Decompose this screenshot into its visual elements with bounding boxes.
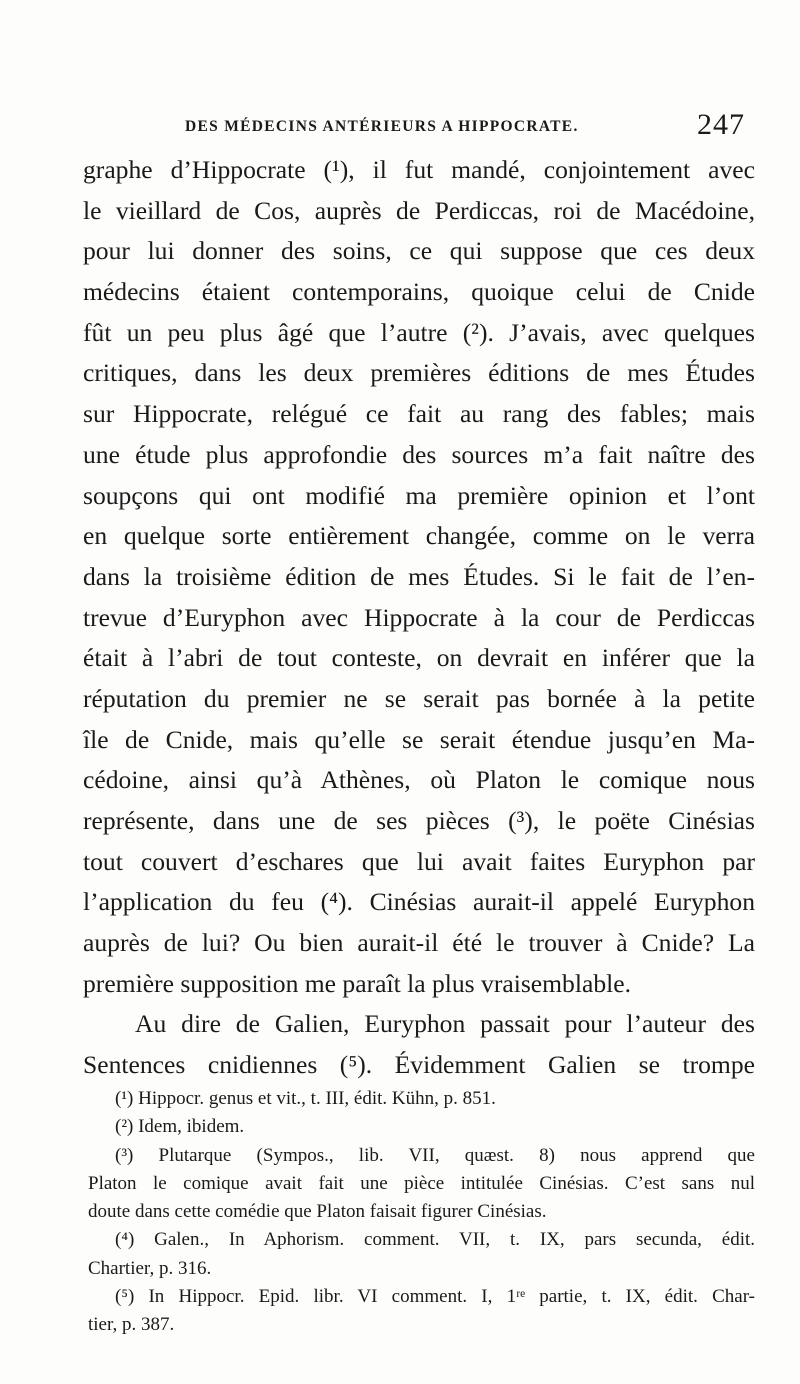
text-line: représente, dans une de ses pièces (³), le poëte Cinésias (83, 806, 755, 835)
text-line: Au dire de Galien, Euryphon passait pour l’auteur des (135, 1009, 755, 1039)
footnote-line: Chartier, p. 316. (88, 1257, 212, 1279)
text-line: médecins étaient contemporains, quoique celui de Cnide (83, 277, 755, 307)
running-head: DES MÉDECINS ANTÉRIEURS A HIPPOCRATE. (185, 118, 579, 135)
text-line: trevue d’Euryphon avec Hippocrate à la cour de Perdiccas (83, 602, 755, 632)
footnote-line: (⁵) In Hippocr. Epid. libr. VI comment. I, 1ʳᵉ partie, t. IX, édit. Char- (115, 1286, 755, 1308)
text-line: critiques, dans les deux premières éditions de mes Études (83, 358, 755, 388)
text-line: le vieillard de Cos, auprès de Perdiccas, roi de Macédoine, (83, 195, 755, 225)
text-line: réputation du premier ne se serait pas bornée à la petite (83, 683, 755, 713)
footnote-line: Platon le comique avait fait une pièce intitulée Cinésias. C’est sans nul (88, 1172, 755, 1194)
text-line: pour lui donner des soins, ce qui suppose que ces deux (83, 236, 755, 266)
text-line: soupçons qui ont modifié ma première opinion et l’ont (83, 480, 755, 510)
text-line: une étude plus approfondie des sources m’a fait naître des (83, 439, 755, 469)
text-line: en quelque sorte entièrement changée, comme on le verra (83, 521, 755, 551)
footnote-line: (²) Idem, ibidem. (115, 1116, 245, 1138)
page-number: 247 (697, 108, 745, 141)
text-line: était à l’abri de tout conteste, on devrait en inférer que la (83, 643, 755, 673)
text-line: première supposition me paraît la plus vraisemblable. (83, 968, 631, 998)
footnotes (88, 1085, 755, 1340)
footnote-line: (³) Plutarque (Sympos., lib. VII, quæst. 8) nous apprend que (115, 1144, 755, 1166)
text-line: tout couvert d’eschares que lui avait faites Euryphon par (83, 846, 755, 876)
text-line: l’application du feu (⁴). Cinésias aurait-il appelé Euryphon (83, 887, 755, 917)
text-line: dans la troisième édition de mes Études. Si le fait de l’en- (83, 561, 755, 591)
body-text (83, 150, 755, 1086)
footnote-line: doute dans cette comédie que Platon faisait figurer Cinésias. (88, 1201, 547, 1223)
footnote-line: (⁴) Galen., In Aphorism. comment. VII, t. IX, pars secunda, édit. (115, 1229, 755, 1251)
text-line: auprès de lui? Ou bien aurait-il été le trouver à Cnide? La (83, 928, 755, 958)
text-line: graphe d’Hippocrate (¹), il fut mandé, conjointement avec (83, 155, 755, 184)
text-line: cédoine, ainsi qu’à Athènes, où Platon le comique nous (83, 765, 755, 795)
text-line: fût un peu plus âgé que l’autre (²). J’avais, avec quelques (83, 317, 755, 347)
footnote-line: tier, p. 387. (88, 1314, 175, 1336)
text-line: Sentences cnidiennes (⁵). Évidemment Galien se trompe (83, 1050, 755, 1080)
page-header (185, 108, 745, 148)
text-line: île de Cnide, mais qu’elle se serait étendue jusqu’en Ma- (83, 724, 755, 754)
text-line: sur Hippocrate, relégué ce fait au rang des fables; mais (83, 399, 755, 429)
footnote-line: (¹) Hippocr. genus et vit., t. III, édit. Kühn, p. 851. (115, 1088, 496, 1109)
